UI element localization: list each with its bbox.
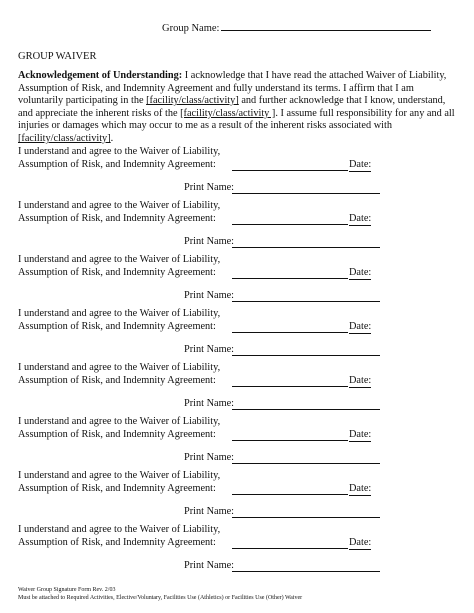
print-name-field[interactable] — [232, 236, 380, 248]
print-name-field[interactable] — [232, 506, 380, 518]
print-name-field[interactable] — [232, 398, 380, 410]
print-name-label: Print Name: — [184, 236, 235, 247]
ack-text-3: . I assume full responsibility for any and all injuries or damages which may occur to me as a result of the inherent risks associated with — [18, 107, 455, 132]
print-name-field[interactable] — [232, 182, 380, 194]
agreement-text-line2: Assumption of Risk, and Indemnity Agreement: — [18, 320, 216, 332]
footer-attachment-note: Must be attached to Required Activities, Elective/Voluntary, Facilities Use (Athletics) or Facilities Use (Other) Waiver — [18, 594, 303, 601]
ack-text-4: . — [110, 132, 114, 144]
date-field[interactable]: Date: — [349, 375, 371, 389]
print-name-label: Print Name: — [184, 182, 235, 193]
date-field[interactable]: Date: — [349, 537, 371, 551]
signature-block — [18, 200, 458, 260]
agreement-text-line2: Assumption of Risk, and Indemnity Agreement: — [18, 158, 216, 170]
agreement-text-line1: I understand and agree to the Waiver of Liability, — [18, 308, 221, 319]
document-title: GROUP WAIVER — [18, 51, 97, 62]
group-name-field[interactable] — [221, 20, 431, 31]
agreement-text-line1: I understand and agree to the Waiver of Liability, — [18, 416, 221, 427]
activity-placeholder-2: [facility/class/activity ] — [180, 107, 276, 119]
date-field[interactable]: Date: — [349, 483, 371, 497]
signature-block — [18, 308, 458, 368]
signature-block — [18, 524, 458, 584]
agreement-text-line2: Assumption of Risk, and Indemnity Agreement: — [18, 212, 216, 224]
signature-field[interactable] — [232, 375, 348, 387]
activity-placeholder-3: [facility/class/activity] — [18, 132, 111, 144]
agreement-text-line1: I understand and agree to the Waiver of Liability, — [18, 362, 221, 373]
footer-form-rev: Waiver Group Signature Form Rev. 2/03 — [18, 587, 116, 593]
date-field[interactable]: Date: — [349, 213, 371, 227]
print-name-label: Print Name: — [184, 452, 235, 463]
ack-text-1: I acknowledge that I have read the attached Waiver of Liability, Assumption of Risk, and Indemnity Agreement and fully understand its terms. I affirm that I am voluntarily participating in the — [18, 70, 447, 107]
agreement-text-line2: Assumption of Risk, and Indemnity Agreement: — [18, 374, 216, 386]
signature-field[interactable] — [232, 213, 348, 225]
agreement-text-line2: Assumption of Risk, and Indemnity Agreement: — [18, 266, 216, 278]
acknowledgement-paragraph — [18, 70, 458, 146]
activity-placeholder-1: [facility/class/activity] — [146, 95, 239, 107]
signature-block — [18, 362, 458, 422]
print-name-label: Print Name: — [184, 506, 235, 517]
signature-field[interactable] — [232, 321, 348, 333]
agreement-text-line2: Assumption of Risk, and Indemnity Agreement: — [18, 428, 216, 440]
signature-block — [18, 146, 458, 206]
footer — [18, 587, 302, 602]
signature-field[interactable] — [232, 267, 348, 279]
print-name-field[interactable] — [232, 290, 380, 302]
print-name-label: Print Name: — [184, 344, 235, 355]
signature-block — [18, 416, 458, 476]
signature-field[interactable] — [232, 537, 348, 549]
signature-block — [18, 470, 458, 530]
signature-field[interactable] — [232, 483, 348, 495]
ack-text-2: and further acknowledge that I know, understand, and appreciate the inherent risks of the — [18, 95, 446, 119]
date-field[interactable]: Date: — [349, 429, 371, 443]
agreement-text-line1: I understand and agree to the Waiver of Liability, — [18, 524, 221, 535]
agreement-text-line1: I understand and agree to the Waiver of Liability, — [18, 254, 221, 265]
date-field[interactable]: Date: — [349, 159, 371, 173]
print-name-label: Print Name: — [184, 560, 235, 571]
print-name-field[interactable] — [232, 560, 380, 572]
group-name-line — [162, 20, 431, 34]
signature-field[interactable] — [232, 429, 348, 441]
date-field[interactable]: Date: — [349, 321, 371, 335]
signature-field[interactable] — [232, 159, 348, 171]
print-name-label: Print Name: — [184, 290, 235, 301]
print-name-field[interactable] — [232, 452, 380, 464]
agreement-text-line1: I understand and agree to the Waiver of Liability, — [18, 470, 221, 481]
acknowledgement-heading: Acknowledgement of Understanding: — [18, 70, 183, 81]
print-name-field[interactable] — [232, 344, 380, 356]
signature-block — [18, 254, 458, 314]
print-name-label: Print Name: — [184, 398, 235, 409]
group-name-label: Group Name: — [162, 23, 220, 34]
agreement-text-line2: Assumption of Risk, and Indemnity Agreement: — [18, 482, 216, 494]
agreement-text-line1: I understand and agree to the Waiver of Liability, — [18, 146, 221, 157]
date-field[interactable]: Date: — [349, 267, 371, 281]
agreement-text-line1: I understand and agree to the Waiver of Liability, — [18, 200, 221, 211]
agreement-text-line2: Assumption of Risk, and Indemnity Agreement: — [18, 536, 216, 548]
